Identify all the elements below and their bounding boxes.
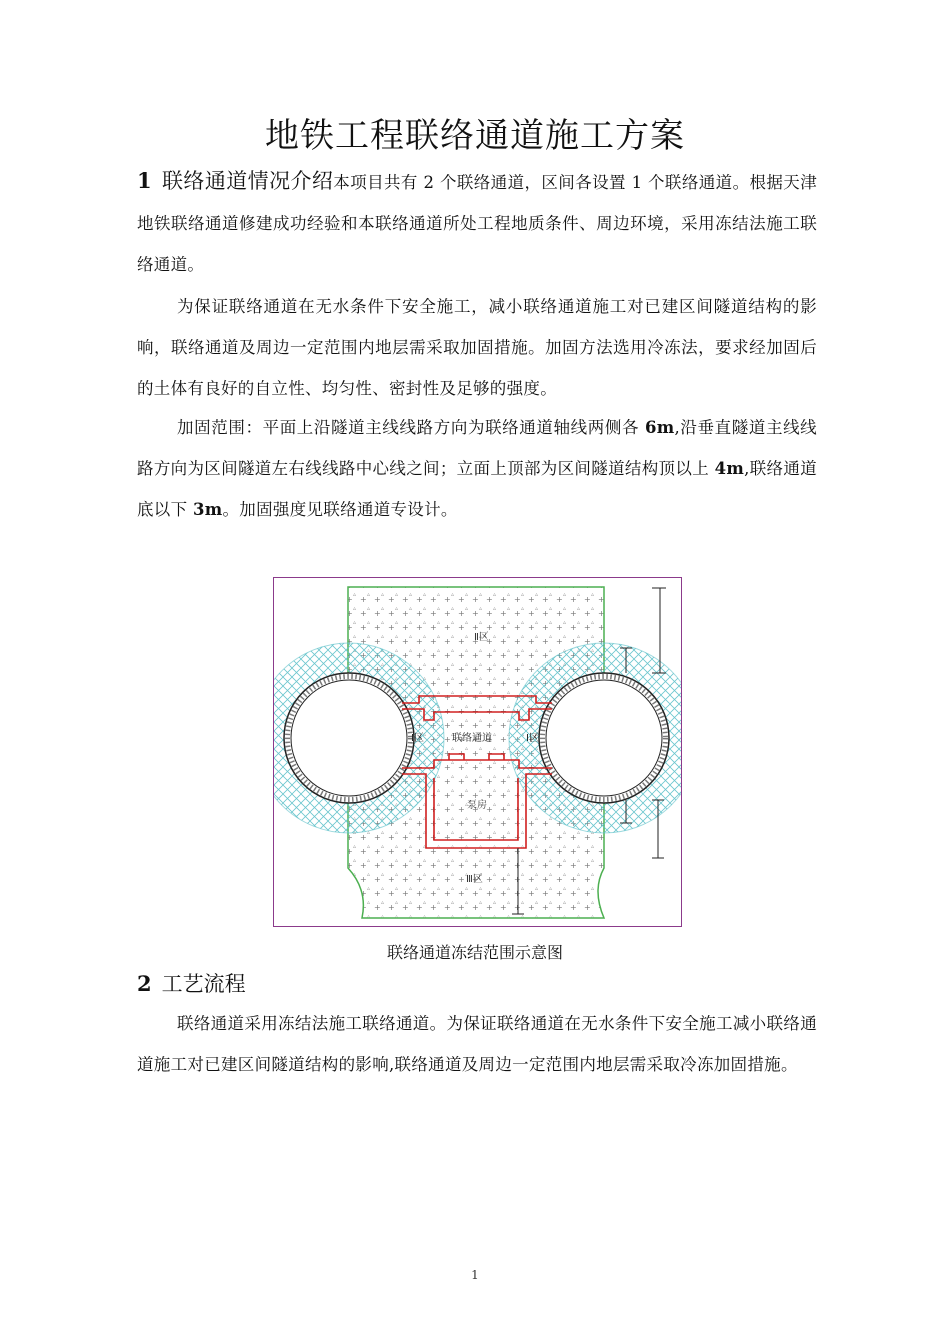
zone-1-left-label: Ⅰ区 [411,733,424,744]
pump-room-label: 泵房 [467,800,487,811]
left-tunnel [284,673,414,803]
para3-text-a: 加固范围：平面上沿隧道主线线路方向为联络通道轴线两侧各 [177,418,645,437]
figure-caption: 联络通道冻结范围示意图 [386,943,563,962]
zone-1-right-label: Ⅰ区 [526,733,539,744]
section-1-heading [137,169,333,193]
passage-label: 联络通道 [452,733,492,744]
freeze-range-diagram-svg [274,578,681,926]
zone-3-label: Ⅲ区 [466,874,483,885]
freeze-range-diagram [273,577,682,927]
para3-value-3m: 3m [192,500,223,519]
section-1-paragraph-2: 为保证联络通道在无水条件下安全施工，减小联络通道施工对已建区间隧道结构的影响，联络通道及周边一定范围内地层需采取加固措施。加固方法选用冷冻法，要求经加固后的土体有良好的自立性、均匀性、密封性及足够的强度。 [137,297,817,398]
para3-text-c: ,联络通道底以下 [137,459,817,519]
right-tunnel [539,673,669,803]
document-title: 地铁工程联络通道施工方案 [265,116,685,156]
section-2-heading-text: 工艺流程 [161,972,246,996]
section-1-number: 1 [137,168,152,193]
para3-text-b: ,沿垂直隧道主线线路方向为区间隧道左右线线路中心线之间；立面上顶部为区间隧道结构顶以上 [137,418,817,478]
section-2-number: 2 [137,971,152,996]
para3-value-6m: 6m [644,418,675,437]
section-2-paragraph: 联络通道采用冻结法施工联络通道。为保证联络通道在无水条件下安全施工减小联络通道施工对已建区间隧道结构的影响,联络通道及周边一定范围内地层需采取冷冻加固措施。 [137,1014,817,1074]
section-1-lead-paragraph [137,162,817,285]
section-2-heading [137,969,246,999]
para3-value-4m: 4m [714,459,745,478]
page-number: 1 [471,1268,479,1282]
section-1-lead-text: 本项目共有 2 个联络通道，区间各设置 1 个联络通道。根据天津地铁联络通道修建成功经验和本联络通道所处工程地质条件、周边环境，采用冻结法施工联络通道。 [137,173,817,274]
section-1-paragraph-3 [137,407,817,530]
section-1-heading-text: 联络通道情况介绍 [161,169,334,193]
para3-text-d: 。加固强度见联络通道专设计。 [222,500,458,519]
zone-2-label: Ⅱ区 [474,632,489,643]
